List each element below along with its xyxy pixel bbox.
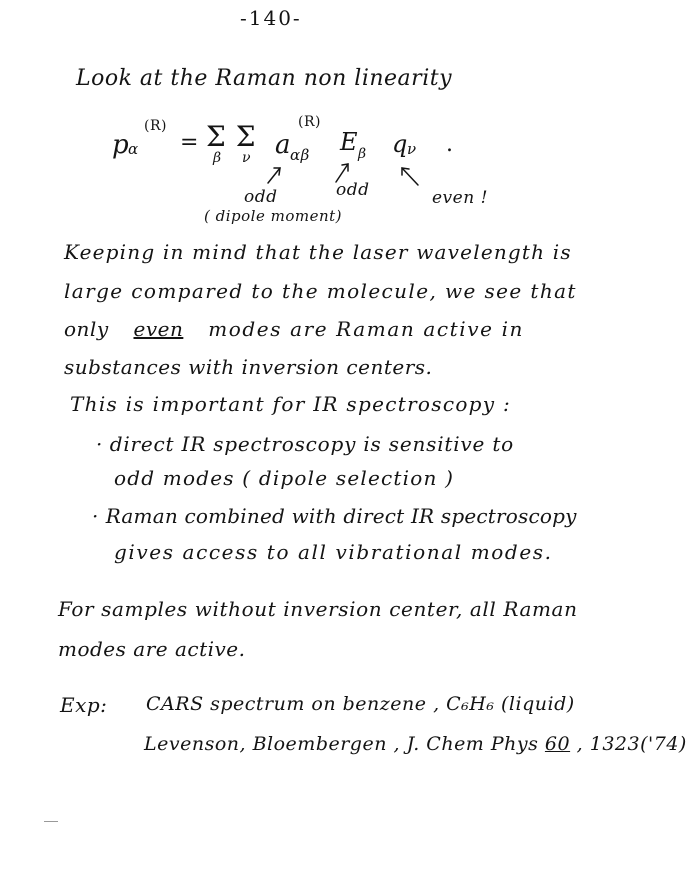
arrow-odd-1 bbox=[268, 168, 280, 183]
bullet-2-line1: · Raman combined with direct IR spectroscopy bbox=[92, 504, 577, 528]
exp-volume: 60 bbox=[544, 733, 571, 755]
bullet-1-line1: · direct IR spectroscopy is sensitive to bbox=[96, 432, 514, 456]
arrow-even bbox=[402, 168, 418, 185]
eq-a: a bbox=[275, 130, 292, 160]
annotation-even: even ! bbox=[432, 188, 488, 208]
para1-modes: modes are Raman active in bbox=[208, 317, 525, 341]
para1-only: only bbox=[64, 317, 109, 341]
exp-line2 bbox=[144, 733, 687, 755]
para3-line1: For samples without inversion center, all Raman bbox=[58, 597, 578, 621]
annotation-odd-2: odd bbox=[336, 180, 370, 200]
eq-p-sub: α bbox=[128, 140, 139, 158]
para1-even: even bbox=[133, 317, 184, 341]
bullet-dot-icon: · bbox=[96, 432, 103, 456]
para1-line3 bbox=[64, 317, 524, 341]
eq-p-sup: (R) bbox=[144, 118, 167, 134]
eq-sums: Σ Σ bbox=[206, 120, 256, 153]
eq-dot: . bbox=[446, 132, 454, 157]
exp-label: Exp: bbox=[60, 693, 108, 717]
bullet-dot-icon: · bbox=[92, 504, 99, 528]
para1-line2: large compared to the molecule, we see that bbox=[64, 279, 577, 303]
heading: Look at the Raman non linearity bbox=[76, 66, 452, 91]
para1-line4: substances with inversion centers. bbox=[64, 355, 433, 379]
eq-q: q bbox=[392, 130, 408, 158]
eq-equals: = bbox=[180, 130, 199, 155]
eq-p: p bbox=[112, 130, 130, 160]
eq-a-sub: αβ bbox=[290, 146, 310, 164]
para1-line1: Keeping in mind that the laser wavelength is bbox=[64, 240, 572, 264]
bullet-2-line2: gives access to all vibrational modes. bbox=[114, 540, 553, 564]
annotation-dipole-moment: ( dipole moment) bbox=[204, 207, 342, 225]
exp-line1: CARS spectrum on benzene , C₆H₆ (liquid) bbox=[146, 693, 575, 715]
eq-e-sub: β bbox=[358, 146, 367, 162]
eq-q-sub: ν bbox=[407, 140, 417, 158]
eq-a-sup: (R) bbox=[298, 114, 321, 130]
exp-authors: Levenson, Bloembergen , J. Chem Phys bbox=[144, 733, 539, 755]
eq-sum-index-beta: β bbox=[213, 150, 222, 166]
bullet-1-line2: odd modes ( dipole selection ) bbox=[114, 466, 455, 490]
eq-sum-index-nu: ν bbox=[242, 150, 252, 166]
page-number: -140- bbox=[240, 6, 302, 30]
para3-line2: modes are active. bbox=[58, 637, 246, 661]
para2-intro: This is important for IR spectroscopy : bbox=[70, 392, 512, 416]
eq-e: E bbox=[340, 128, 359, 156]
exp-pages-year: , 1323('74) bbox=[576, 733, 687, 755]
margin-mark bbox=[44, 821, 58, 822]
annotation-odd-1: odd bbox=[244, 187, 278, 207]
